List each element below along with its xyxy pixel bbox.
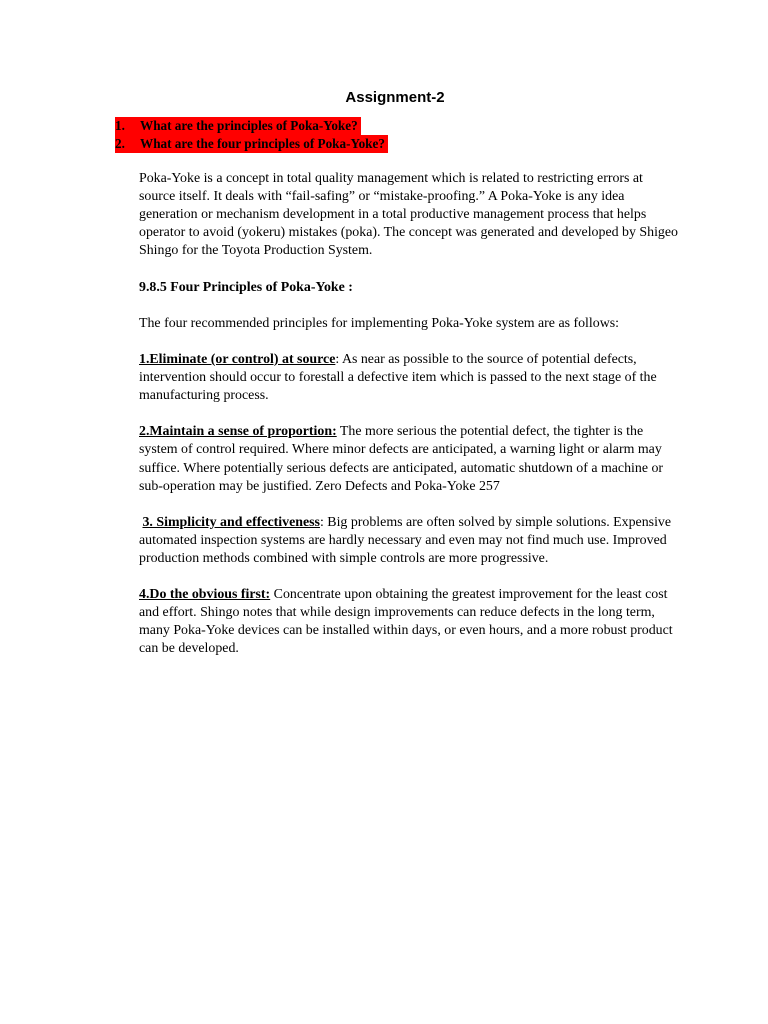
section-heading: 9.8.5 Four Principles of Poka-Yoke : bbox=[139, 279, 353, 295]
question-text: What are the principles of Poka-Yoke? bbox=[140, 118, 358, 133]
document-title: Assignment-2 bbox=[345, 89, 445, 106]
question-item bbox=[115, 135, 388, 153]
question-text: What are the four principles of Poka-Yoke? bbox=[140, 136, 385, 151]
principle-paragraph bbox=[139, 351, 679, 405]
document-body bbox=[139, 170, 679, 677]
principle-label: 3. Simplicity and effectiveness bbox=[142, 514, 320, 530]
principle-text: : Big problems are often solved by simple solutions. Expensive automated inspection systems are hardly necessary and even may not find much use. Improved production methods combined with simple controls are more progressive. bbox=[139, 514, 672, 566]
question-list bbox=[115, 117, 388, 153]
principle-paragraph bbox=[139, 423, 679, 495]
question-item bbox=[115, 117, 388, 135]
principle-label: 4.Do the obvious first: bbox=[139, 587, 271, 603]
intro-paragraph: Poka-Yoke is a concept in total quality management which is related to restricting errors at source itself. It deals with “fail-safing” or “mistake-proofing.” A Poka-Yoke is any idea generation or mechanism development in a total productive management process that helps operator to avoid (yokeru) mistakes (poka). The concept was generated and developed by Shigeo Shingo for the Toyota Production System. bbox=[139, 171, 678, 259]
lead-paragraph: The four recommended principles for implementing Poka-Yoke system are as follows: bbox=[139, 315, 620, 331]
principle-label: 2.Maintain a sense of proportion: bbox=[139, 424, 337, 440]
question-highlight bbox=[115, 117, 361, 135]
principle-text: The more serious the potential defect, the tighter is the system of control required. Where minor defects are anticipated, a warning light or alarm may suffice. Where potentially serious defects are anticipated, automatic shutdown of a machine or sub-operation may be justified. Zero Defects and Poka-Yoke 257 bbox=[139, 424, 664, 494]
principle-text: Concentrate upon obtaining the greatest improvement for the least cost and effort. Shingo notes that while design improvements can reduce defects in the long term, many Poka-Yoke devices can be installed within days, or even hours, and a more robust product can be developed. bbox=[139, 587, 673, 657]
question-highlight bbox=[115, 135, 388, 153]
question-number: 1. bbox=[115, 118, 125, 133]
principle-paragraph bbox=[139, 586, 679, 658]
principle-paragraph bbox=[139, 514, 679, 568]
principle-text: : As near as possible to the source of potential defects, intervention should occur to forestall a defective item which is passed to the next stage of the manufacturing process. bbox=[139, 351, 657, 404]
principle-label: 1.Eliminate (or control) at source bbox=[139, 351, 336, 367]
question-number: 2. bbox=[115, 136, 125, 151]
